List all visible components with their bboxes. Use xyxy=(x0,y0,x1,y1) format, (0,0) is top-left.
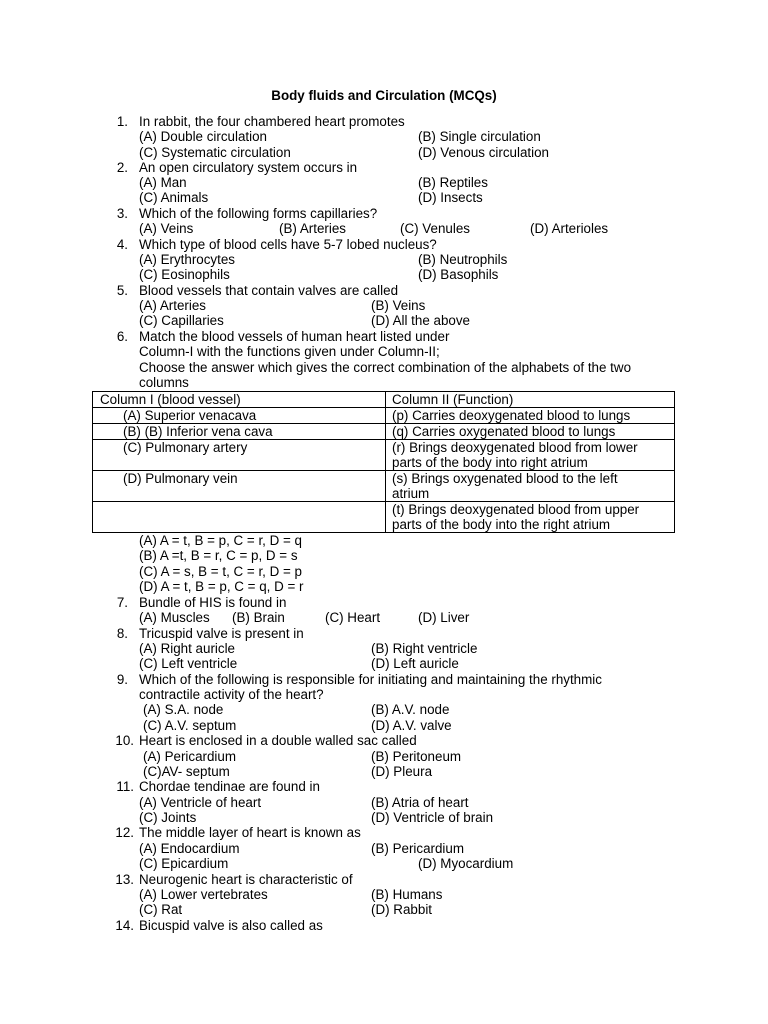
match-table xyxy=(92,391,675,533)
question-text: An open circulatory system occurs in xyxy=(139,160,358,175)
table-cell: (p) Carries deoxygenated blood to lungs xyxy=(386,408,675,424)
option-c: (C) Eosinophils xyxy=(139,267,230,282)
question-text: Which type of blood cells have 5-7 lobed nucleus? xyxy=(139,237,437,252)
option-d: (D) Pleura xyxy=(371,764,433,779)
table-cell xyxy=(386,471,675,502)
option-c: (C)AV- septum xyxy=(143,764,230,779)
table-cell: (C) Pulmonary artery xyxy=(93,440,386,471)
option-a: (A) Double circulation xyxy=(139,129,268,144)
question-text: Tricuspid valve is present in xyxy=(139,626,304,641)
question-text: Heart is enclosed in a double walled sac called xyxy=(139,733,417,748)
table-row xyxy=(93,424,675,440)
question-number: 10. xyxy=(115,733,134,748)
option-d: (D) Arterioles xyxy=(530,221,609,236)
option-c: (C) A = s, B = t, C = r, D = p xyxy=(139,564,302,579)
option-c: (C) A.V. septum xyxy=(143,718,237,733)
option-c: (C) Capillaries xyxy=(139,313,224,328)
question-number: 6. xyxy=(116,329,128,344)
option-c: (C) Animals xyxy=(139,190,209,205)
option-d: (D) Myocardium xyxy=(418,856,514,871)
option-b: (B) Right ventricle xyxy=(371,641,478,656)
option-a: (A) Ventricle of heart xyxy=(139,795,262,810)
table-cell: (B) (B) Inferior vena cava xyxy=(93,424,386,440)
table-row xyxy=(93,471,675,502)
question-text: Neurogenic heart is characteristic of xyxy=(139,872,353,887)
table-row xyxy=(93,440,675,471)
question-text: Match the blood vessels of human heart listed under xyxy=(139,329,450,344)
option-a: (A) Pericardium xyxy=(143,749,237,764)
question-text: Which of the following forms capillaries? xyxy=(139,206,378,221)
option-c: (C) Joints xyxy=(139,810,197,825)
option-b: (B) Neutrophils xyxy=(418,252,508,267)
question-text: Chordae tendinae are found in xyxy=(139,779,320,794)
table-cell xyxy=(386,440,675,471)
table-row xyxy=(93,502,675,533)
option-b: (B) Single circulation xyxy=(418,129,541,144)
option-a: (A) Muscles xyxy=(139,610,210,625)
option-d: (D) Left auricle xyxy=(371,656,459,671)
option-b: (B) Humans xyxy=(371,887,443,902)
question-text: contractile activity of the heart? xyxy=(139,687,324,702)
option-b: (B) Atria of heart xyxy=(371,795,469,810)
question-text: Bundle of HIS is found in xyxy=(139,595,287,610)
option-d: (D) Insects xyxy=(418,190,483,205)
table-cell: (q) Carries oxygenated blood to lungs xyxy=(386,424,675,440)
option-b: (B) Reptiles xyxy=(418,175,488,190)
question-text: Bicuspid valve is also called as xyxy=(139,918,323,933)
option-a: (A) S.A. node xyxy=(143,702,224,717)
option-b: (B) Peritoneum xyxy=(371,749,462,764)
table-row xyxy=(93,408,675,424)
table-cell-line: parts of the body into the right atrium xyxy=(392,517,611,532)
question-number: 9. xyxy=(116,672,128,687)
table-cell: (A) Superior venacava xyxy=(93,408,386,424)
table-cell-line: parts of the body into right atrium xyxy=(392,455,588,470)
option-d: (D) Rabbit xyxy=(371,902,433,917)
question-number: 11. xyxy=(116,779,134,794)
option-d: (D) A = t, B = p, C = q, D = r xyxy=(139,579,304,594)
table-header-row xyxy=(93,392,675,408)
option-c: (C) Systematic circulation xyxy=(139,145,291,160)
option-a: (A) Right auricle xyxy=(139,641,235,656)
option-a: (A) Erythrocytes xyxy=(139,252,235,267)
option-d: (D) A.V. valve xyxy=(371,718,452,733)
question-number: 2. xyxy=(116,160,128,175)
table-header-cell: Column I (blood vessel) xyxy=(93,392,386,408)
question-number: 7. xyxy=(116,595,128,610)
question-text: The middle layer of heart is known as xyxy=(139,825,361,840)
option-c: (C) Epicardium xyxy=(139,856,229,871)
option-b: (B) A.V. node xyxy=(371,702,450,717)
question-number: 14. xyxy=(115,918,134,933)
option-b: (B) A =t, B = r, C = p, D = s xyxy=(139,548,298,563)
question-number: 5. xyxy=(116,283,128,298)
option-c: (C) Left ventricle xyxy=(139,656,238,671)
question-number: 1. xyxy=(116,114,128,129)
option-b: (B) Arteries xyxy=(279,221,346,236)
option-b: (B) Pericardium xyxy=(371,841,465,856)
question-text: Blood vessels that contain valves are called xyxy=(139,283,399,298)
table-cell-line: (s) Brings oxygenated blood to the left xyxy=(392,471,618,486)
question-text: Which of the following is responsible for initiating and maintaining the rhythmic xyxy=(139,672,602,687)
question-text: columns xyxy=(139,375,189,390)
question-text: Column-I with the functions given under Column-II; xyxy=(139,344,440,359)
option-b: (B) Brain xyxy=(232,610,285,625)
option-a: (A) Man xyxy=(139,175,187,190)
table-cell-line: (r) Brings deoxygenated blood from lower xyxy=(392,440,638,455)
option-d: (D) Liver xyxy=(418,610,470,625)
option-a: (A) A = t, B = p, C = r, D = q xyxy=(139,533,302,548)
option-d: (D) All the above xyxy=(371,313,470,328)
option-c: (C) Heart xyxy=(325,610,381,625)
option-d: (D) Basophils xyxy=(418,267,499,282)
option-a: (A) Endocardium xyxy=(139,841,240,856)
table-header-cell: Column II (Function) xyxy=(386,392,675,408)
option-b: (B) Veins xyxy=(371,298,426,313)
table-cell-line: (t) Brings deoxygenated blood from upper xyxy=(392,502,640,517)
question-number: 4. xyxy=(116,237,128,252)
question-text: Choose the answer which gives the correct combination of the alphabets of the two xyxy=(139,360,632,375)
question-text: In rabbit, the four chambered heart promotes xyxy=(139,114,405,129)
table-cell xyxy=(386,502,675,533)
option-a: (A) Arteries xyxy=(139,298,206,313)
option-a: (A) Veins xyxy=(139,221,194,236)
option-c: (C) Venules xyxy=(400,221,470,236)
option-d: (D) Ventricle of brain xyxy=(371,810,494,825)
question-number: 8. xyxy=(116,626,128,641)
table-cell: (D) Pulmonary vein xyxy=(93,471,386,502)
option-d: (D) Venous circulation xyxy=(418,145,549,160)
question-number: 3. xyxy=(116,206,128,221)
option-a: (A) Lower vertebrates xyxy=(139,887,268,902)
table-cell-line: atrium xyxy=(392,486,430,501)
table-cell xyxy=(93,502,386,533)
document-title: Body fluids and Circulation (MCQs) xyxy=(271,88,497,103)
question-number: 13. xyxy=(115,872,134,887)
question-number: 12. xyxy=(115,825,134,840)
option-c: (C) Rat xyxy=(139,902,183,917)
